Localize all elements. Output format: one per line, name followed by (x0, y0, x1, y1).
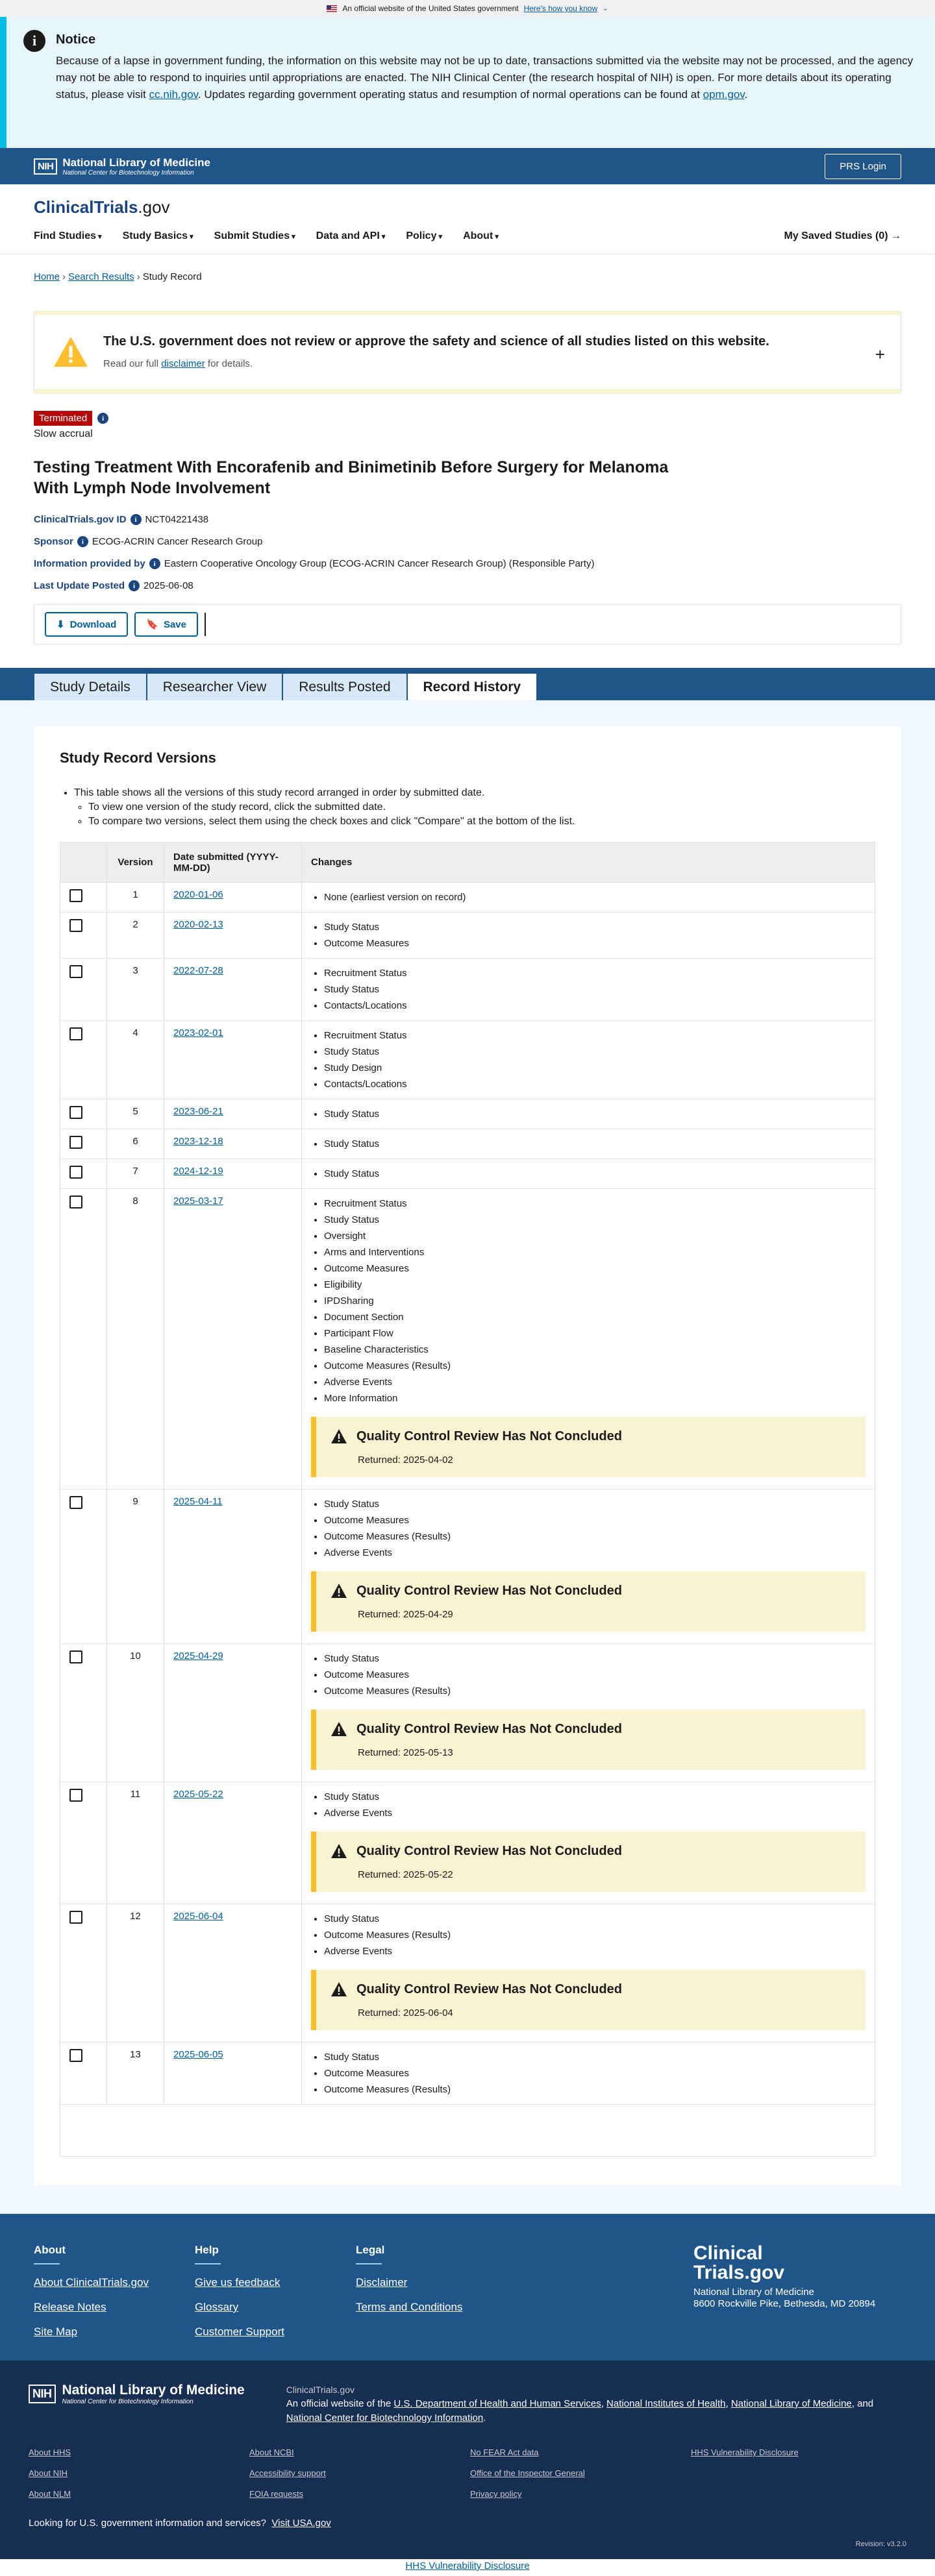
change-item: • Outcome Measures (324, 2065, 866, 2081)
sponsor-info-icon[interactable]: i (77, 536, 88, 547)
status-row (0, 394, 935, 426)
study-tabs (0, 668, 935, 700)
footer-bottom (0, 2361, 935, 2559)
table-row (60, 1189, 875, 1490)
change-item: • Outcome Measures (324, 1512, 866, 1528)
footer-ct-logo[interactable]: Clinical Trials.gov (693, 2242, 785, 2283)
history-subnote: ◦ To compare two versions, select them using the check boxes and click "Compare" at the bottom of the list. (88, 815, 875, 829)
change-item: • Study Status (324, 1136, 866, 1152)
chevron-down-icon: ⌄ (603, 5, 608, 12)
footer-about-col (34, 2244, 195, 2361)
table-row (60, 1159, 875, 1189)
version-number: 10 (107, 1644, 164, 1782)
sponsor-label: Sponsor (34, 536, 73, 547)
nih-link[interactable]: National Institutes of Health (606, 2398, 726, 2409)
footer-link[interactable]: About ClinicalTrials.gov (34, 2276, 149, 2288)
id-info-icon[interactable]: i (131, 514, 142, 525)
change-item: • Oversight (324, 1228, 866, 1244)
warning-icon (53, 336, 89, 368)
versions-table (60, 842, 875, 2157)
version-changes (302, 1490, 875, 1644)
shutdown-notice (0, 17, 935, 148)
version-changes (302, 1129, 875, 1159)
footer-help-heading: Help (195, 2244, 219, 2256)
qc-alert: Quality Control Review Has Not Concluded Returned: 2025-04-29 (311, 1571, 866, 1632)
version-changes (302, 1021, 875, 1099)
version-date-link[interactable]: 2020-02-13 (173, 919, 223, 930)
version-date-link[interactable]: 2023-06-21 (173, 1106, 223, 1117)
change-item: • Eligibility (324, 1277, 866, 1293)
version-number: 8 (107, 1189, 164, 1490)
footer-link[interactable]: FOIA requests (249, 2489, 304, 2499)
change-item: • Contacts/Locations (324, 1076, 866, 1092)
change-item: • Outcome Measures (324, 1667, 866, 1683)
change-item: • Outcome Measures (Results) (324, 1358, 866, 1374)
disclaimer-text: Read our full disclaimer for details. (103, 358, 253, 369)
footer-link[interactable]: Glossary (195, 2301, 239, 2313)
termination-reason: Slow accrual (34, 428, 93, 439)
version-changes (302, 1099, 875, 1129)
change-item: • Adverse Events (324, 1805, 866, 1821)
version-date-link[interactable]: 2025-06-05 (173, 2049, 223, 2060)
change-item: • Outcome Measures (Results) (324, 2081, 866, 2098)
version-checkbox[interactable] (69, 2049, 82, 2062)
version-checkbox[interactable] (69, 919, 82, 932)
change-item: • Study Status (324, 1166, 866, 1182)
gov-banner-text: An official website of the United States government (342, 4, 519, 13)
id-label: ClinicalTrials.gov ID (34, 514, 127, 525)
status-info-icon[interactable]: i (97, 413, 108, 424)
action-divider (205, 613, 206, 636)
change-item: • Recruitment Status (324, 965, 866, 981)
info-provided-icon[interactable]: i (149, 558, 160, 569)
history-note: • This table shows all the versions of this study record arranged in order by submitted date. (74, 786, 875, 800)
site-header (0, 184, 935, 254)
qc-returned: Returned: 2025-05-13 (358, 1747, 453, 1758)
main-nav (34, 230, 901, 242)
footer-link[interactable]: Office of the Inspector General (470, 2468, 585, 2478)
nlm-link[interactable]: National Library of Medicine (730, 2398, 852, 2409)
us-flag-icon (327, 5, 337, 12)
footer-link[interactable]: Privacy policy (470, 2489, 522, 2499)
footer-logo-block (693, 2244, 901, 2361)
version-number: 9 (107, 1490, 164, 1644)
history-subnote: ◦ To view one version of the study record, click the submitted date. (88, 800, 875, 815)
footer-address: National Library of Medicine 8600 Rockville Pike, Bethesda, MD 20894 (693, 2287, 876, 2309)
change-item: • Baseline Characteristics (324, 1342, 866, 1358)
version-date-link[interactable]: 2025-04-29 (173, 1650, 223, 1662)
version-changes (302, 883, 875, 913)
cc-nih-link[interactable]: cc.nih.gov (149, 88, 198, 101)
download-button[interactable]: ⬇ Download (45, 612, 128, 637)
change-item: • Study Design (324, 1060, 866, 1076)
change-item: • Study Status (324, 1106, 866, 1122)
version-checkbox[interactable] (69, 1027, 82, 1040)
hhs-vulnerability-link[interactable]: HHS Vulnerability Disclosure (405, 2560, 530, 2571)
qc-alert: Quality Control Review Has Not Concluded Returned: 2025-05-13 (311, 1710, 866, 1770)
date-column-header: Date submitted (YYYY-MM-DD) (164, 842, 302, 883)
change-item: • More Information (324, 1390, 866, 1406)
qc-alert: Quality Control Review Has Not Concluded Returned: 2025-06-04 (311, 1970, 866, 2030)
version-changes (302, 2042, 875, 2105)
select-column-header (60, 842, 107, 883)
footer-link[interactable]: HHS Vulnerability Disclosure (691, 2447, 799, 2457)
footer-about-heading: About (34, 2244, 66, 2256)
version-changes (302, 1189, 875, 1490)
breadcrumb-home[interactable]: Home (34, 271, 60, 282)
table-row (60, 1129, 875, 1159)
nav-study-basics[interactable]: Study Basics ▾ (123, 230, 193, 242)
change-item: • Document Section (324, 1309, 866, 1325)
sponsor-value: ECOG-ACRIN Cancer Research Group (92, 536, 263, 547)
nlm-subtitle: National Center for Biotechnology Information (62, 169, 194, 177)
action-bar (34, 604, 901, 644)
qc-returned: Returned: 2025-04-29 (358, 1609, 453, 1620)
history-title: Study Record Versions (60, 750, 216, 766)
study-id: NCT04221438 (145, 514, 209, 525)
ncbi-link[interactable]: National Center for Biotechnology Information (286, 2412, 484, 2423)
opm-link[interactable]: opm.gov (703, 88, 745, 101)
version-number: 12 (107, 1904, 164, 2042)
version-checkbox[interactable] (69, 965, 82, 978)
version-number: 5 (107, 1099, 164, 1129)
version-changes (302, 1159, 875, 1189)
tab-record-history[interactable]: Record History (407, 673, 538, 700)
tab-results-posted[interactable]: Results Posted (282, 673, 406, 700)
version-number: 2 (107, 913, 164, 959)
nav-about[interactable]: About ▾ (463, 230, 499, 242)
study-meta (0, 498, 935, 591)
nav-data-and-api[interactable]: Data and API ▾ (316, 230, 386, 242)
change-item: • Outcome Measures (324, 1260, 866, 1277)
version-number: 1 (107, 883, 164, 913)
table-row (60, 1099, 875, 1129)
notice-title: Notice (56, 32, 96, 47)
warning-icon (330, 1721, 347, 1737)
usa-gov-link[interactable]: Visit USA.gov (271, 2518, 331, 2529)
bookmark-icon: 🔖 (146, 619, 158, 630)
breadcrumb: Home › Search Results › Study Record (34, 271, 202, 282)
clinicaltrials-logo[interactable]: ClinicalTrials.gov (34, 197, 170, 217)
download-icon: ⬇ (56, 619, 65, 630)
version-number: 13 (107, 2042, 164, 2105)
version-column-header: Version (107, 842, 164, 883)
version-date-link[interactable]: 2025-06-04 (173, 1911, 223, 1922)
table-row (60, 883, 875, 913)
warning-icon (330, 1429, 347, 1444)
info-provided-value: Eastern Cooperative Oncology Group (ECOG-ACRIN Cancer Research Group) (Responsible Party) (164, 558, 595, 569)
change-item: • Study Status (324, 1650, 866, 1667)
change-item: • Study Status (324, 1212, 866, 1228)
version-number: 4 (107, 1021, 164, 1099)
footer-link[interactable]: No FEAR Act data (470, 2447, 539, 2457)
footer-gov-links (29, 2447, 906, 2510)
version-date-link[interactable]: 2024-12-19 (173, 1166, 223, 1177)
version-date-link[interactable]: 2025-04-11 (173, 1496, 223, 1507)
version-checkbox[interactable] (69, 1789, 82, 1802)
warning-icon (330, 1981, 347, 1997)
version-checkbox[interactable] (69, 1106, 82, 1119)
table-row (60, 959, 875, 1021)
change-item: • Study Status (324, 981, 866, 998)
change-item: • IPDSharing (324, 1293, 866, 1309)
version-date-link[interactable]: 2025-03-17 (173, 1196, 223, 1207)
nlm-bar (0, 148, 935, 184)
version-changes (302, 1782, 875, 1904)
my-saved-studies-link[interactable]: My Saved Studies (0) → (784, 230, 901, 241)
footer-link[interactable]: Release Notes (34, 2301, 106, 2313)
change-item: • None (earliest version on record) (324, 889, 866, 905)
table-footer (60, 2105, 875, 2157)
history-card (34, 726, 901, 2185)
version-checkbox[interactable] (69, 889, 82, 902)
change-item: • Outcome Measures (Results) (324, 1683, 866, 1699)
footer-link[interactable]: Site Map (34, 2325, 78, 2338)
last-update-value: 2025-06-08 (143, 580, 193, 591)
last-update-label: Last Update Posted (34, 580, 125, 591)
table-row (60, 913, 875, 959)
nav-find-studies[interactable]: Find Studies ▾ (34, 230, 102, 242)
qc-alert: Quality Control Review Has Not Concluded Returned: 2025-05-22 (311, 1832, 866, 1892)
info-icon: i (23, 30, 45, 52)
version-changes (302, 913, 875, 959)
table-row (60, 1644, 875, 1782)
version-checkbox[interactable] (69, 1911, 82, 1924)
nlm-logo[interactable] (34, 156, 210, 177)
version-checkbox[interactable] (69, 1650, 82, 1663)
footer-official: ClinicalTrials.gov An official website of the U.S. Department of Health and Human Services, National Institutes of Health, National Library of Medicine, and National Center for Biotechnology Information. (286, 2385, 874, 2423)
status-badge: Terminated (34, 411, 92, 426)
footer-link[interactable]: About NCBI (249, 2447, 294, 2457)
save-button[interactable]: 🔖 Save (134, 612, 198, 637)
version-checkbox[interactable] (69, 1196, 82, 1208)
history-section (0, 700, 935, 2214)
prs-login-button[interactable]: PRS Login (825, 154, 901, 179)
change-item: • Adverse Events (324, 1374, 866, 1390)
change-item: • Study Status (324, 919, 866, 935)
breadcrumb-current: Study Record (142, 271, 202, 282)
disclaimer-box (34, 311, 901, 394)
change-item: • Contacts/Locations (324, 998, 866, 1014)
footer-nlm-logo[interactable]: NIH National Library of Medicine National Center for Biotechnology Information (29, 2383, 245, 2405)
version-checkbox[interactable] (69, 1166, 82, 1179)
tab-researcher-view[interactable]: Researcher View (147, 673, 283, 700)
version-changes (302, 959, 875, 1021)
version-date-link[interactable]: 2023-02-01 (173, 1027, 223, 1038)
info-provided-label: Information provided by (34, 558, 145, 569)
heres-how-you-know-link[interactable]: Here's how you know (523, 4, 598, 13)
change-item: • Study Status (324, 1496, 866, 1512)
version-changes (302, 1904, 875, 2042)
tab-study-details[interactable]: Study Details (34, 673, 147, 700)
footer-link[interactable]: Accessibility support (249, 2468, 326, 2478)
notice-body: Because of a lapse in government funding, the information on this website may not be up to date, transactions submitted via the website may not be processed, and the agency may not be able to respond to inquiries until appropriations are enacted. The NIH Clinical Center (the research hospital of NIH) is open. For more details about its operating status, please visit cc.nih.gov. Updates regarding government operating status and resumption of normal operations can be found at opm.gov. (56, 55, 914, 101)
footer-link[interactable]: Customer Support (195, 2325, 284, 2338)
version-number: 6 (107, 1129, 164, 1159)
history-notes (60, 786, 875, 829)
usa-gov-line: Looking for U.S. government information and services? Visit USA.gov (29, 2518, 331, 2529)
hhs-link[interactable]: U.S. Department of Health and Human Services (393, 2398, 601, 2409)
change-item: • Outcome Measures (Results) (324, 1927, 866, 1943)
version-number: 3 (107, 959, 164, 1021)
footer-legal-col (356, 2244, 517, 2361)
table-row (60, 2042, 875, 2105)
footer-link[interactable]: Terms and Conditions (356, 2301, 463, 2313)
change-item: • Outcome Measures (324, 935, 866, 951)
nih-logo-icon: NIH (34, 158, 57, 175)
change-item: • Arms and Interventions (324, 1244, 866, 1260)
qc-returned: Returned: 2025-04-02 (358, 1454, 453, 1466)
disclaimer-title: The U.S. government does not review or approve the safety and science of all studies listed on this website. (103, 334, 769, 349)
footer-link[interactable]: About NLM (29, 2489, 71, 2499)
version-checkbox[interactable] (69, 1136, 82, 1149)
changes-column-header: Changes (302, 842, 875, 883)
change-item: • Adverse Events (324, 1943, 866, 1959)
table-row (60, 1904, 875, 2042)
nlm-title: National Library of Medicine (62, 156, 210, 169)
bottom-vulnerability (0, 2559, 935, 2576)
disclaimer-link[interactable]: disclaimer (161, 358, 205, 369)
table-row (60, 1490, 875, 1644)
qc-alert: Quality Control Review Has Not Concluded Returned: 2025-04-02 (311, 1417, 866, 1477)
change-item: • Recruitment Status (324, 1196, 866, 1212)
change-item: • Recruitment Status (324, 1027, 866, 1044)
study-title: Testing Treatment With Encorafenib and Binimetinib Before Surgery for Melanoma With Lymph Node Involvement (34, 458, 669, 497)
change-item: • Adverse Events (324, 1545, 866, 1561)
version-number: 7 (107, 1159, 164, 1189)
version-date-link[interactable]: 2022-07-28 (173, 965, 223, 976)
change-item: • Study Status (324, 1789, 866, 1805)
version-number: 11 (107, 1782, 164, 1904)
warning-icon (330, 1843, 347, 1859)
nih-logo-icon: NIH (29, 2385, 56, 2403)
warning-icon (330, 1583, 347, 1599)
version-date-link[interactable]: 2020-01-06 (173, 889, 223, 900)
footer-help-col (195, 2244, 356, 2361)
table-row (60, 1021, 875, 1099)
change-item: • Participant Flow (324, 1325, 866, 1342)
table-row (60, 1782, 875, 1904)
footer-link[interactable]: Disclaimer (356, 2276, 408, 2288)
nav-policy[interactable]: Policy ▾ (406, 230, 442, 242)
footer-top (0, 2214, 935, 2361)
footer-legal-heading: Legal (356, 2244, 385, 2256)
breadcrumb-search-results[interactable]: Search Results (68, 271, 134, 282)
change-item: • Outcome Measures (Results) (324, 1528, 866, 1545)
footer-link[interactable]: Give us feedback (195, 2276, 280, 2288)
version-checkbox[interactable] (69, 1496, 82, 1509)
footer-link[interactable]: About HHS (29, 2447, 71, 2457)
change-item: • Study Status (324, 2049, 866, 2065)
version-changes (302, 1644, 875, 1782)
nav-submit-studies[interactable]: Submit Studies ▾ (214, 230, 295, 242)
change-item: • Study Status (324, 1911, 866, 1927)
qc-returned: Returned: 2025-05-22 (358, 1869, 453, 1880)
footer-link[interactable]: About NIH (29, 2468, 68, 2478)
version-date-link[interactable]: 2023-12-18 (173, 1136, 223, 1147)
change-item: • Study Status (324, 1044, 866, 1060)
revision: Revision: v3.2.0 (855, 2540, 906, 2548)
qc-returned: Returned: 2025-06-04 (358, 2007, 453, 2018)
last-update-info-icon[interactable]: i (129, 580, 140, 591)
version-date-link[interactable]: 2025-05-22 (173, 1789, 223, 1800)
gov-banner (0, 0, 935, 17)
expand-plus-icon[interactable]: + (875, 345, 885, 364)
